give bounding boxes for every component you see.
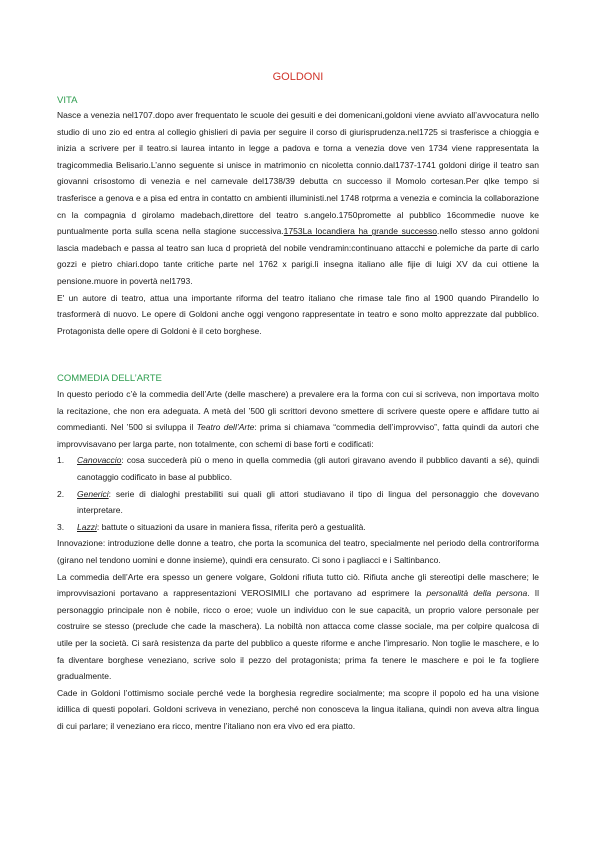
commedia-paragraph-3	[57, 569, 539, 685]
section-heading-vita: VITA	[57, 95, 78, 106]
commedia-paragraph-3-text: La commedia dell’Arte era spesso un genere volgare, Goldoni rifiuta tutto ciò. Rifiuta anche gli stereotipi delle maschere; le improvvisazioni portavano a rappresentazioni VEROSIMILI che portavano ad esprimere la	[57, 571, 539, 599]
section-vita	[57, 107, 539, 339]
commedia-paragraph-3-text-end: . Il personaggio principale non è nobile, ricco o eroe; vuole un individuo con le sue capacità, un proprio valore personale per costruire se stesso (preclude che cade la maschera). La nobiltà non attacca come classe sociale, ma per colpire qualcosa di utile per la società. Ci sarà resistenza da parte del pubblico a queste riforme e anche l’impresario. Non toglie le maschere, e lo fa diventare borghese veneziano, scrive solo il pezzo del protagonista; prima fa tenere le maschere e poi le fa togliere gradualmente.	[57, 588, 539, 682]
vita-paragraph-1-text-end: .nello stesso anno goldoni lascia madebach e passa al teatro san luca d proprietà del nobile vendramin:continuano attacchi e polemiche da parte di carlo gozzi e pietro chiari.dopo tante critiche parte nel 1762 x parigi.lì insegna italiano alle fijie di luigi XV da cui ottiene la pensione.muore in povertà nel1793.	[57, 226, 540, 286]
list-number: 3.	[57, 521, 65, 532]
list-text: : cosa succederà più o meno in quella commedia (gli autori giravano avendo il pubblico davanti a sé), quindi canotaggio codificato in base al pubblico.	[77, 455, 539, 482]
list-item	[57, 486, 539, 519]
section-commedia	[57, 386, 539, 734]
underlined-locandiera-text: 1753La locandiera ha grande successo	[283, 226, 437, 237]
vita-paragraph-2: E' un autore di teatro, attua una importante riforma del teatro italiano che rimase tale fino al 1900 quando Pirandello lo trasformerà di nuovo. Le opere di Goldoni anche oggi vengono rappresentate in teatro e sono molto apprezzate dal pubblico. Protagonista delle opere di Goldoni è il ceto borghese.	[57, 292, 539, 336]
commedia-paragraph-1-text-end: : prima si chiamava “commedia dell’improvviso”, fatta quindi da autori che improvvisavano per larga parte, non totalmente, con schemi di base forti e codificati:	[57, 422, 539, 449]
numbered-list	[57, 452, 539, 535]
commedia-paragraph-4: Cade in Goldoni l’ottimismo sociale perché vede la borghesia regredire socialmente; ma scopre il popolo ed ha una visione idillica di questi popolari. Goldoni scriveva in veneziano, perché non conosceva la lingua italiana, quindi non aveva altra lingua di cui parlare; il veneziano era ricco, mentre l’italiano non era vivo ed era piatto.	[57, 687, 539, 731]
list-number: 1.	[57, 455, 65, 466]
list-text: : serie di dialoghi prestabiliti sui quali gli attori studiavano il tipo di lingua del personaggio che dovevano interpretare.	[77, 488, 539, 516]
section-heading-commedia: COMMEDIA DELL’ARTE	[57, 373, 162, 384]
commedia-paragraph-1-text: In questo periodo c’è la commedia dell’Arte (delle maschere) a prevalere era la forma con cui si scriveva, non importava molto la recitazione, che non era adeguata. A metà del ’500 gli scrittori devono smettere di scrivere queste opere e affidare tutto ai commedianti. Nel ’500 si sviluppa il	[57, 389, 539, 433]
list-text: : battute o situazioni da usare in maniera fissa, riferita però a gestualità.	[96, 521, 366, 532]
list-number: 2.	[57, 488, 65, 499]
vita-paragraph-1	[57, 107, 539, 290]
list-term: Canovaccio	[77, 455, 122, 466]
italic-personalita: personalità della persona	[426, 588, 528, 599]
vita-paragraph-1-text: Nasce a venezia nel1707.dopo aver frequentato le scuole dei gesuiti e dei domenicani,goldoni viene avviato all’avvocatura nello studio di uno zio ed entra al collegio ghislieri di pavia per seguire il corso di giurisprudenza.nel1725 si trasferisce a chioggia e inizia a scrivere per il teatro.si laurea intanto in legge a padova e torna a venezia dove ven 1734 viene rappresentata la tragicommedia Belisario.L’anno seguente si unisce in matrimonio cn nicoletta connio.dal1737-1741 goldoni dirige il teatro san giovanni crisostomo di venezia e nel carnevale del1738/39 debutta cn successo il Momolo cortesan.Per qlke tempo si trasferisce a genova e a pisa ed entra in contatto cn ambienti illuministi.nel 1748 rotprma a venezia e comincia la collaborazione cn la compagnia d girolamo madebach,direttore del teatro s.angelo.1750promette al pubblico 16commedie nuove ke puntualmente porta sulla scena nella stagione successiva.	[57, 110, 539, 237]
commedia-paragraph-2: Innovazione: introduzione delle donne a teatro, che porta la scomunica del teatro, specialmente nel periodo della controriforma (girano nel tendono uomini e donne insieme), quindi era censurato. Ci sono i pagliacci e i Saltinbanco.	[57, 538, 539, 565]
list-term: Generici	[77, 488, 109, 499]
list-term: Lazzi	[77, 521, 97, 532]
commedia-paragraph-1	[57, 386, 539, 452]
list-item	[57, 519, 539, 536]
list-item	[57, 452, 539, 485]
page-title: GOLDONI	[272, 71, 324, 83]
italic-teatro-arte: Teatro dell’Arte	[196, 422, 255, 433]
